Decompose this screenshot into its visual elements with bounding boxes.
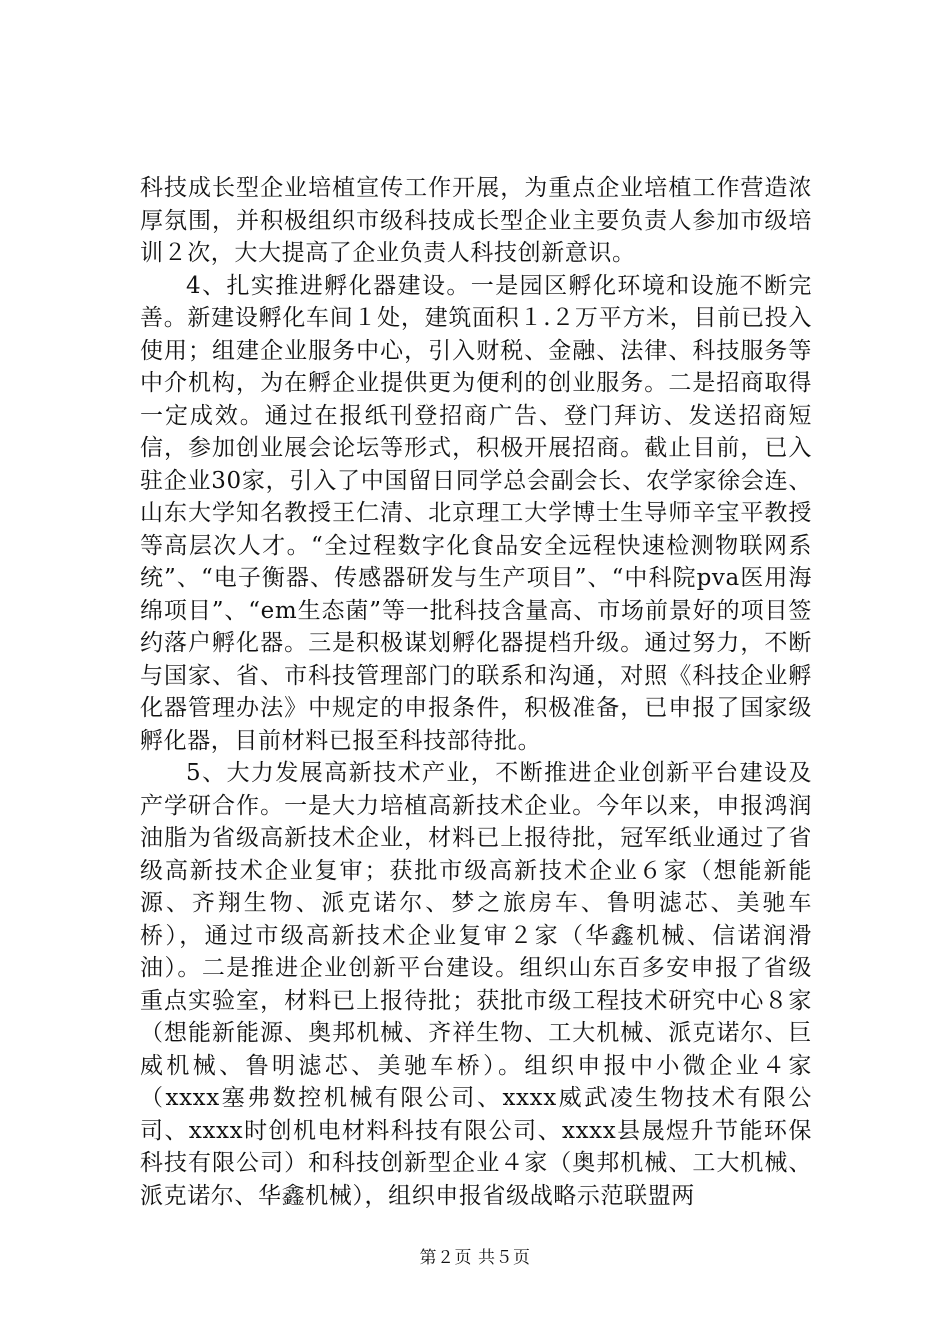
paragraph-incubator: 4、扎实推进孵化器建设。一是园区孵化环境和设施不断完善。新建设孵化车间１处，建筑面积１.２万平方米，目前已投入使用；组建企业服务中心，引入财税、金融、法律、科技服务等中介机构，为在孵企业提供更为便利的创业服务。二是招商取得一定成效。通过在报纸刊登招商广告、登门拜访、发送招商短信，参加创业展会论坛等形式，积极开展招商。截止目前，已入驻企业30家，引入了中国留日同学总会副会长、农学家徐会连、山东大学知名教授王仁清、北京理工大学博士生导师辛宝平教授等高层次人才。“全过程数字化食品安全远程快速检测物联网系统”、“电子衡器、传感器研发与生产项目”、“中科院pva医用海绵项目”、“em生态菌”等一批科技含量高、市场前景好的项目签约落户孵化器。三是积极谋划孵化器提档升级。通过努力，不断与国家、省、市科技管理部门的联系和沟通，对照《科技企业孵化器管理办法》中规定的申报条件，积极准备，已申报了国家级孵化器，目前材料已报至科技部待批。	[140, 272, 812, 754]
page-number-footer: 第２页 共５页	[419, 1248, 531, 1268]
paragraph-continued: 科技成长型企业培植宣传工作开展，为重点企业培植工作营造浓厚氛围，并积极组织市级科技成长型企业主要负责人参加市级培训２次，大大提高了企业负责人科技创新意识。	[140, 175, 812, 266]
document-body	[140, 172, 812, 1212]
paragraph-high-tech: 5、大力发展高新技术产业，不断推进企业创新平台建设及产学研合作。一是大力培植高新技术企业。今年以来，申报鸿润油脂为省级高新技术企业，材料已上报待批，冠军纸业通过了省级高新技术企业复审；获批市级高新技术企业６家（想能新能源、齐翔生物、派克诺尔、梦之旅房车、鲁明滤芯、美驰车桥），通过市级高新技术企业复审２家（华鑫机械、信诺润滑油）。二是推进企业创新平台建设。组织山东百多安申报了省级重点实验室，材料已上报待批；获批市级工程技术研究中心８家（想能新能源、奥邦机械、齐祥生物、工大机械、派克诺尔、巨威机械、鲁明滤芯、美驰车桥）。组织申报中小微企业４家（xxxx塞弗数控机械有限公司、xxxx威武凌生物技术有限公司、xxxx时创机电材料科技有限公司、xxxx县晟煜升节能环保科技有限公司）和科技创新型企业４家（奥邦机械、工大机械、派克诺尔、华鑫机械），组织申报省级战略示范联盟两	[140, 760, 812, 1209]
